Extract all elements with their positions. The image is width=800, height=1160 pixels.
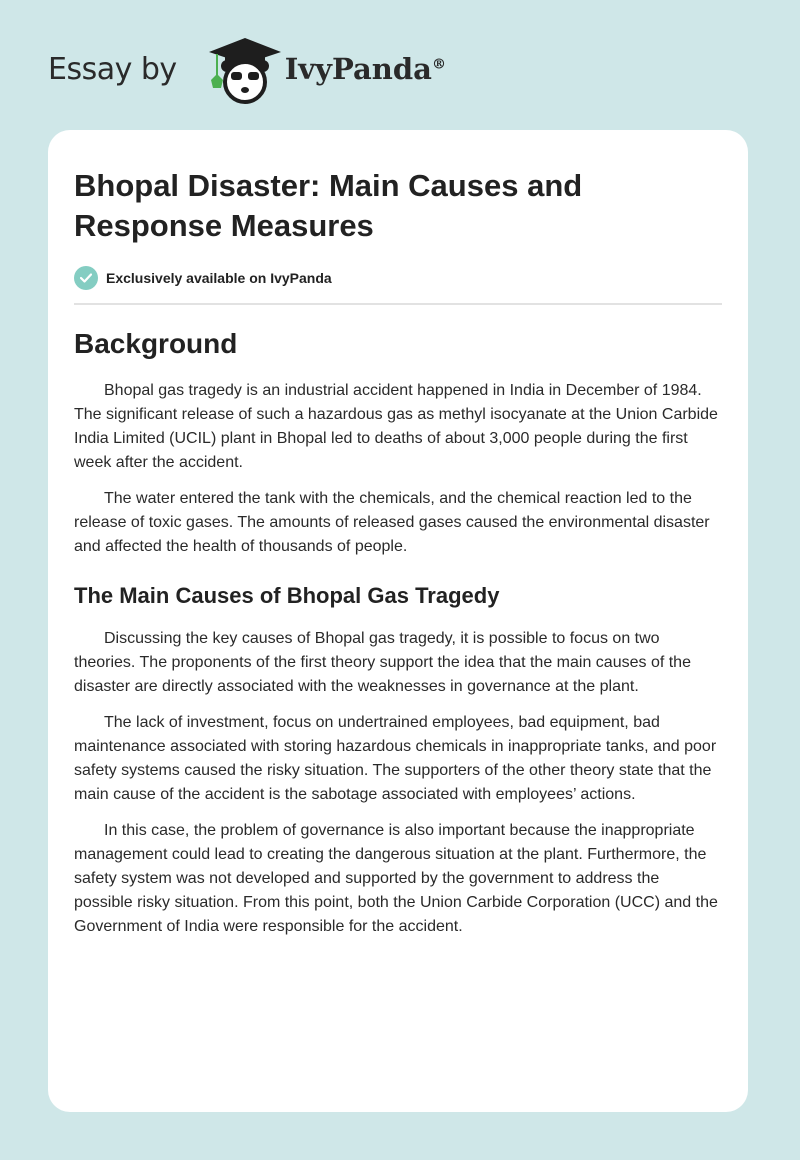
section-heading: Background bbox=[74, 328, 238, 359]
site-header bbox=[48, 34, 446, 104]
section-heading: The Main Causes of Bhopal Gas Tragedy bbox=[74, 583, 500, 608]
essay-title: Bhopal Disaster: Main Causes and Response Measures bbox=[74, 168, 583, 243]
paragraph: The lack of investment, focus on undertrained employees, bad equipment, bad maintenance associated with storing hazardous chemicals in inappropriate tanks, and poor safety systems caused the risky situation. The supporters of the other theory state that the main cause of the accident is the sabotage associated with employees’ actions. bbox=[74, 714, 717, 803]
essay-by-label: Essay by bbox=[48, 51, 177, 87]
brand-name[interactable] bbox=[285, 52, 446, 86]
paragraph: The water entered the tank with the chemicals, and the chemical reaction led to the release of toxic gases. The amounts of released gases caused the environmental disaster and affected the health of thousands of people. bbox=[74, 490, 710, 555]
essay-card bbox=[48, 130, 748, 1112]
paragraph: Bhopal gas tragedy is an industrial accident happened in India in December of 1984. The significant release of such a hazardous gas as methyl isocyanate at the Union Carbide India Limited (UCIL) plant in Bhopal led to deaths of about 3,000 people during the first week after the accident. bbox=[74, 382, 718, 471]
paragraph: Discussing the key causes of Bhopal gas tragedy, it is possible to focus on two theories. The proponents of the first theory support the idea that the main causes of the disaster are directly associated with the weaknesses in governance at the plant. bbox=[74, 630, 691, 695]
panda-logo-icon[interactable] bbox=[195, 34, 283, 104]
brand-text: IvyPanda bbox=[284, 52, 432, 86]
divider bbox=[74, 303, 722, 305]
check-icon bbox=[74, 266, 98, 290]
paragraph: In this case, the problem of governance is also important because the inappropriate management could lead to creating the dangerous situation at the plant. Furthermore, the safety system was not developed and supported by the government to address the possible risky situation. From this point, both the Union Carbide Corporation (UCC) and the Government of India were responsible for the accident. bbox=[74, 822, 718, 935]
registered-mark: ® bbox=[431, 56, 446, 73]
exclusive-text: Exclusively available on IvyPanda bbox=[106, 270, 332, 286]
exclusive-badge bbox=[74, 266, 722, 290]
